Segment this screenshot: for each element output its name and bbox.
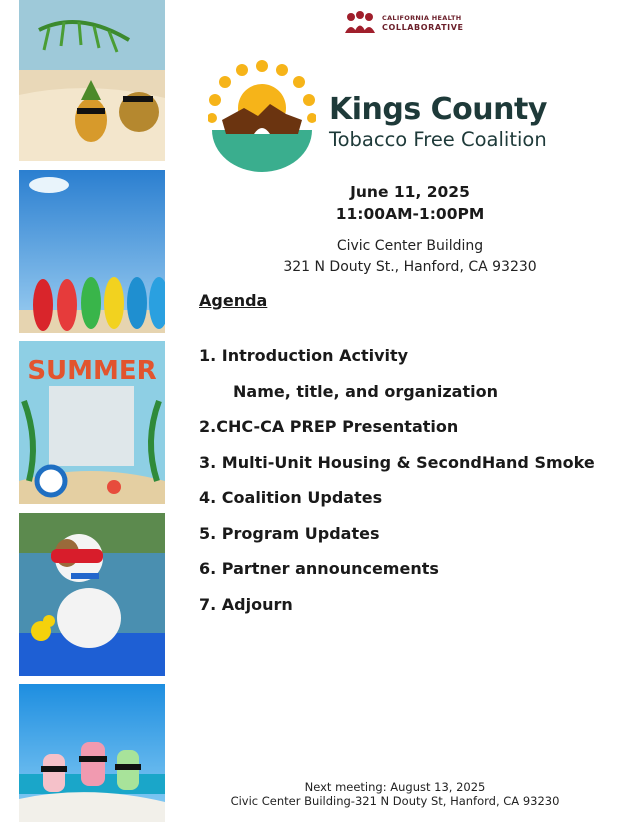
chc-line2: COLLABORATIVE — [382, 23, 464, 32]
coalition-title: Kings County — [329, 92, 547, 127]
chc-people-icon — [344, 11, 376, 35]
photo-dog-sunglasses-pool — [19, 513, 165, 676]
agenda-item: 6. Partner announcements — [199, 559, 439, 578]
next-meeting: Next meeting: August 13, 2025 — [304, 780, 486, 794]
meeting-venue: Civic Center Building — [336, 238, 484, 254]
agenda-item: 4. Coalition Updates — [199, 488, 383, 507]
photo-ice-pops-beach — [19, 684, 165, 822]
meeting-time: 11:00AM-1:00PM — [335, 205, 485, 223]
agenda-item: 2.CHC-CA PREP Presentation — [199, 417, 459, 436]
meeting-address: 321 N Douty St., Hanford, CA 93230 — [283, 259, 537, 275]
agenda-item: 1. Introduction Activity — [199, 346, 409, 365]
summer-sign-text: SUMMER — [27, 356, 157, 386]
next-meeting-location: Civic Center Building-321 N Douty St, Hanford, CA 93230 — [230, 794, 560, 808]
photo-pineapple-coconut-beach — [19, 0, 165, 161]
photo-summer-frame — [19, 341, 165, 504]
agenda-heading: Agenda — [199, 291, 268, 310]
agenda-subitem: Name, title, and organization — [233, 382, 498, 401]
agenda-item: 5. Program Updates — [199, 524, 380, 543]
meeting-date: June 11, 2025 — [350, 183, 470, 201]
chc-logo — [344, 11, 464, 35]
coalition-subtitle: Tobacco Free Coalition — [329, 128, 547, 151]
agenda-item: 7. Adjourn — [199, 595, 293, 614]
coalition-sun-icon — [208, 60, 316, 176]
photo-flip-flops-beach — [19, 170, 165, 333]
agenda-item: 3. Multi-Unit Housing & SecondHand Smoke — [199, 453, 595, 472]
chc-line1: CALIFORNIA HEALTH — [382, 14, 462, 22]
